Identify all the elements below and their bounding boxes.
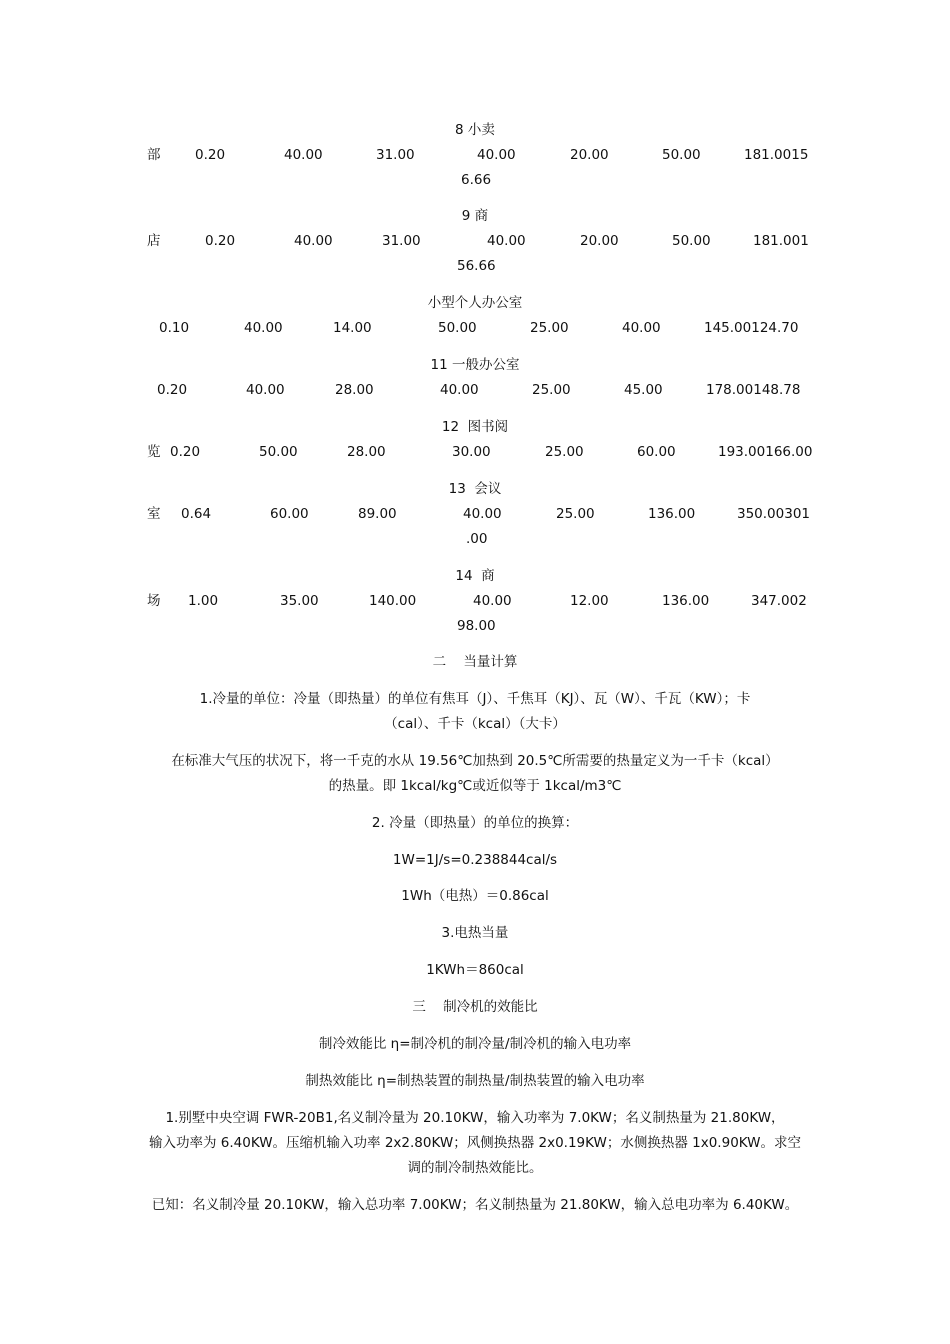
cell: 31.00 bbox=[376, 147, 415, 163]
cell: 25.00 bbox=[530, 320, 569, 336]
paragraph-line: 的热量。即 1kcal/kg℃或近似等于 1kcal/m3℃ bbox=[328, 778, 622, 794]
section-heading: 三 制冷机的效能比 bbox=[412, 999, 538, 1015]
cell: 136.00 bbox=[648, 506, 696, 522]
cell: 0.10 bbox=[159, 320, 190, 336]
section-heading: 二 当量计算 bbox=[432, 654, 518, 670]
row-heading: 9 商 bbox=[461, 208, 489, 224]
row-heading: 11 一般办公室 bbox=[430, 357, 520, 373]
cell: 40.00 bbox=[463, 506, 502, 522]
row-tail: 98.00 bbox=[457, 618, 496, 634]
cell: 30.00 bbox=[452, 444, 491, 460]
cell: 145.00124.70 bbox=[704, 320, 799, 336]
table-row bbox=[0, 443, 950, 461]
cell: 40.00 bbox=[622, 320, 661, 336]
paragraph-line: 1.冷量的单位：冷量（即热量）的单位有焦耳（J）、千焦耳（KJ）、瓦（W）、千瓦（KW）；卡 bbox=[199, 691, 751, 707]
cell: 181.0015 bbox=[744, 147, 809, 163]
cell: 45.00 bbox=[624, 382, 663, 398]
cell: 40.00 bbox=[246, 382, 285, 398]
row-tail: .00 bbox=[466, 531, 488, 547]
table-row bbox=[0, 592, 950, 610]
cell: 1.00 bbox=[188, 593, 219, 609]
row-heading: 14 商 bbox=[455, 568, 495, 584]
paragraph-line: 1.别墅中央空调 FWR-20B1,名义制冷量为 20.10KW，输入功率为 7.0KW；名义制热量为 21.80KW， bbox=[165, 1110, 785, 1126]
table-row bbox=[0, 505, 950, 523]
cell: 28.00 bbox=[335, 382, 374, 398]
row-tail: 56.66 bbox=[457, 258, 496, 274]
formula: 1KWh＝860cal bbox=[426, 962, 524, 978]
cell: 193.00166.00 bbox=[718, 444, 813, 460]
row-heading: 12 图书阅 bbox=[441, 419, 509, 435]
cell: 20.00 bbox=[580, 233, 619, 249]
cell: 60.00 bbox=[270, 506, 309, 522]
cell: 40.00 bbox=[440, 382, 479, 398]
cell: 0.64 bbox=[181, 506, 212, 522]
cell: 31.00 bbox=[382, 233, 421, 249]
cell: 178.00148.78 bbox=[706, 382, 801, 398]
cell: 347.002 bbox=[751, 593, 807, 609]
table-row bbox=[0, 146, 950, 164]
paragraph-line: 已知：名义制冷量 20.10KW，输入总功率 7.00KW；名义制热量为 21.80KW，输入总电功率为 6.40KW。 bbox=[151, 1197, 799, 1213]
cell: 140.00 bbox=[369, 593, 417, 609]
cell: 40.00 bbox=[477, 147, 516, 163]
cell: 25.00 bbox=[532, 382, 571, 398]
paragraph-line: 3.电热当量 bbox=[441, 925, 509, 941]
cell: 40.00 bbox=[284, 147, 323, 163]
row-heading: 13 会议 bbox=[448, 481, 502, 497]
cell: 14.00 bbox=[333, 320, 372, 336]
cell: 0.20 bbox=[195, 147, 226, 163]
table-row bbox=[0, 232, 950, 250]
cell: 89.00 bbox=[358, 506, 397, 522]
formula: 1W=1J/s=0.238844cal/s bbox=[392, 852, 558, 868]
cell: 40.00 bbox=[244, 320, 283, 336]
cell: 0.20 bbox=[205, 233, 236, 249]
cell: 50.00 bbox=[438, 320, 477, 336]
cell: 0.20 bbox=[157, 382, 188, 398]
paragraph-line: 2. 冷量（即热量）的单位的换算： bbox=[371, 815, 579, 831]
cell: 店 bbox=[147, 233, 161, 249]
paragraph-line: 在标准大气压的状况下，将一千克的水从 19.56℃加热到 20.5℃所需要的热量定义为一千卡（kcal） bbox=[171, 753, 779, 769]
cell: 览 bbox=[147, 444, 161, 460]
cell: 25.00 bbox=[545, 444, 584, 460]
cell: 40.00 bbox=[294, 233, 333, 249]
formula: 制热效能比 η=制热装置的制热量/制热装置的输入电功率 bbox=[305, 1073, 645, 1089]
cell: 28.00 bbox=[347, 444, 386, 460]
cell: 350.00301 bbox=[737, 506, 811, 522]
table-row bbox=[0, 319, 950, 337]
formula: 制冷效能比 η=制冷机的制冷量/制冷机的输入电功率 bbox=[318, 1036, 632, 1052]
cell: 20.00 bbox=[570, 147, 609, 163]
formula: 1Wh（电热）＝0.86cal bbox=[401, 888, 549, 904]
row-heading: 8 小卖 bbox=[455, 122, 495, 138]
paragraph-line: 调的制冷制热效能比。 bbox=[407, 1160, 543, 1176]
cell: 136.00 bbox=[662, 593, 710, 609]
cell: 50.00 bbox=[672, 233, 711, 249]
row-heading: 小型个人办公室 bbox=[427, 295, 523, 311]
row-tail: 6.66 bbox=[461, 172, 492, 188]
cell: 181.001 bbox=[753, 233, 809, 249]
cell: 部 bbox=[147, 147, 161, 163]
cell: 0.20 bbox=[170, 444, 201, 460]
cell: 场 bbox=[147, 593, 161, 609]
cell: 50.00 bbox=[259, 444, 298, 460]
cell: 室 bbox=[147, 506, 161, 522]
cell: 50.00 bbox=[662, 147, 701, 163]
cell: 25.00 bbox=[556, 506, 595, 522]
cell: 12.00 bbox=[570, 593, 609, 609]
cell: 40.00 bbox=[487, 233, 526, 249]
table-row bbox=[0, 381, 950, 399]
paragraph-line: （cal）、千卡（kcal）（大卡） bbox=[384, 716, 566, 732]
cell: 35.00 bbox=[280, 593, 319, 609]
cell: 60.00 bbox=[637, 444, 676, 460]
paragraph-line: 输入功率为 6.40KW。压缩机输入功率 2x2.80KW；风侧换热器 2x0.19KW；水侧换热器 1x0.90KW。求空 bbox=[148, 1135, 801, 1151]
cell: 40.00 bbox=[473, 593, 512, 609]
